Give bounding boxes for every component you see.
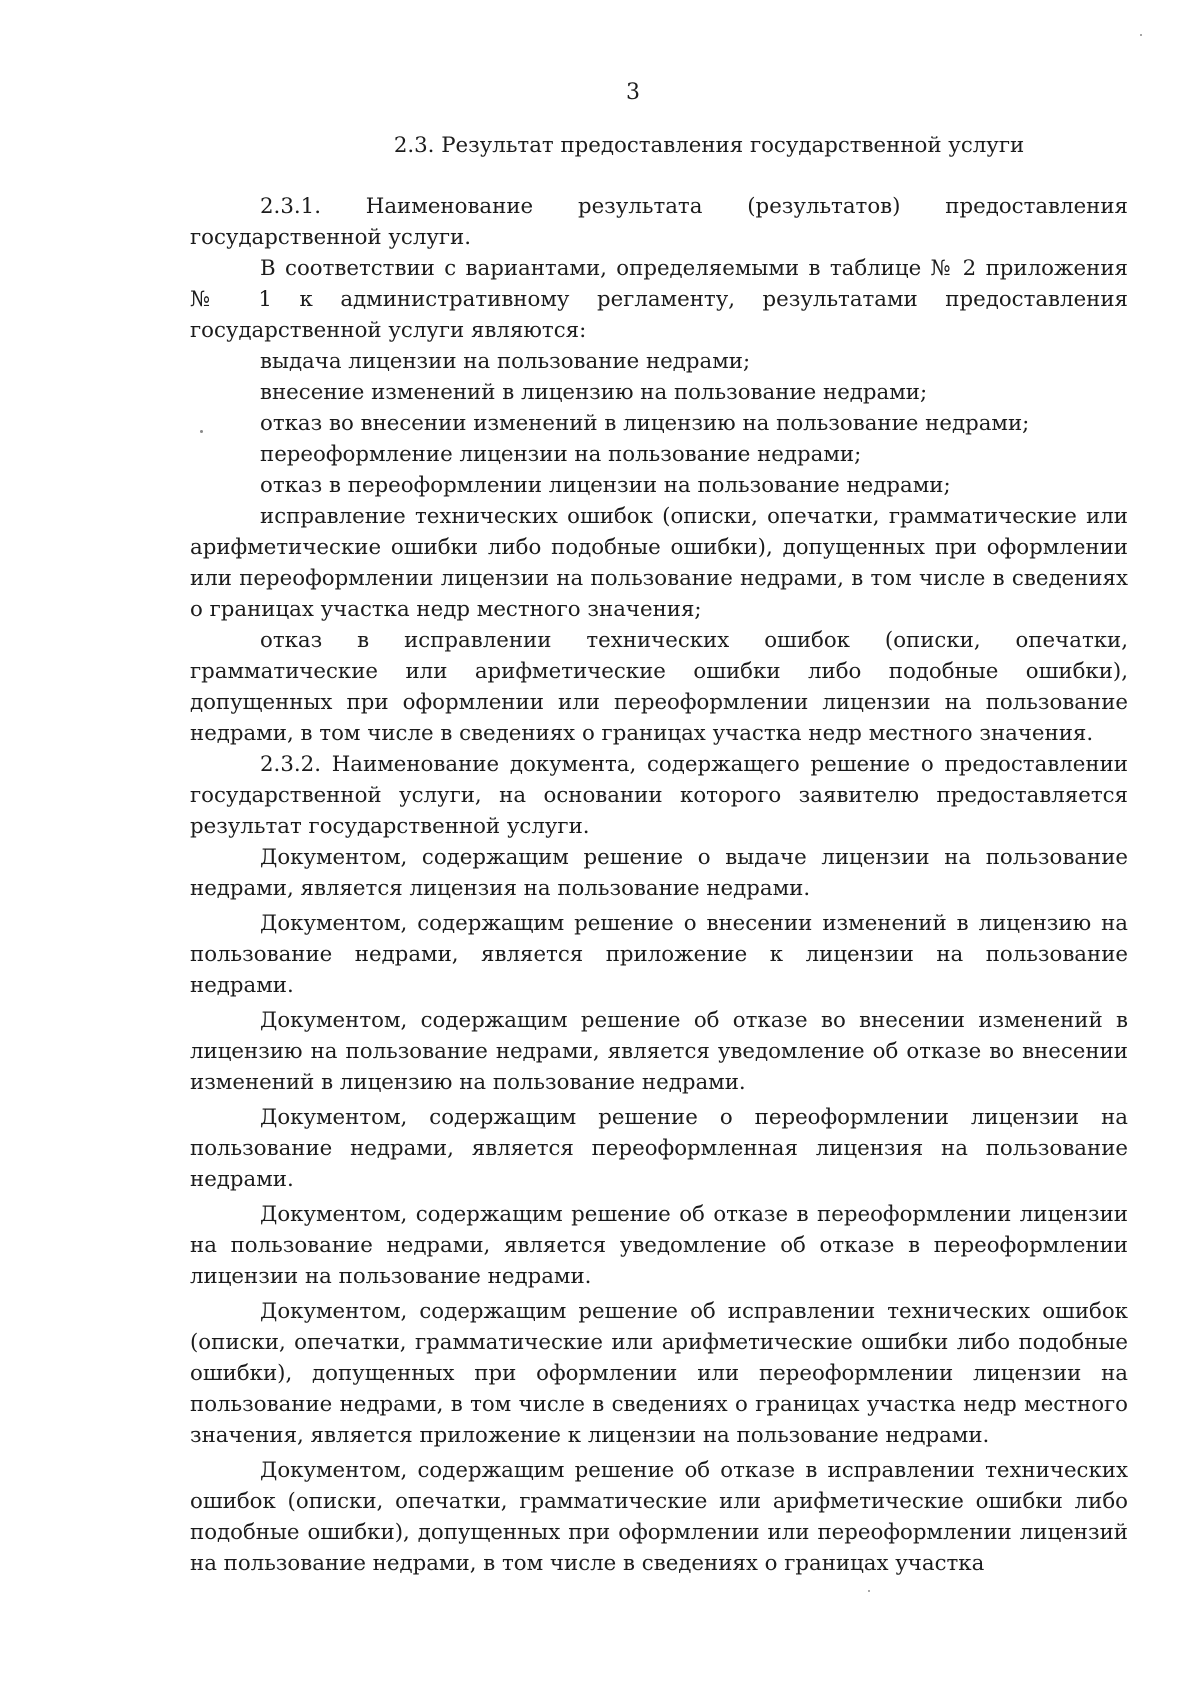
result-item-reissue-refusal: отказ в переоформлении лицензии на пользование недрами;: [260, 473, 951, 498]
section-title: 2.3. Результат предоставления государственной услуги: [393, 133, 1025, 158]
paragraph-2-3-1: 2.3.1. Наименование результата (результатов) предоставления государственной услуги.: [190, 194, 1128, 250]
paragraph-doc-reissue: Документом, содержащим решение о переоформлении лицензии на пользование недрами, является переоформленная лицензия на пользование недрами.: [190, 1105, 1128, 1192]
paragraph-doc-issue: Документом, содержащим решение о выдаче лицензии на пользование недрами, является лицензия на пользование недрами.: [190, 845, 1128, 901]
paragraph-doc-reissue-refusal: Документом, содержащим решение об отказе в переоформлении лицензии на пользование недрами, является уведомление об отказе в переоформлении лицензии на пользование недрами.: [190, 1202, 1128, 1289]
result-item-amend-refusal: отказ во внесении изменений в лицензию на пользование недрами;: [260, 411, 1030, 436]
page-number: 3: [626, 80, 640, 105]
result-item-issue: выдача лицензии на пользование недрами;: [260, 349, 751, 374]
paragraph-2-3-2: 2.3.2. Наименование документа, содержащего решение о предоставлении государственной услуги, на основании которого заявителю предоставляется результат государственной услуги.: [190, 752, 1128, 839]
result-item-reissue: переоформление лицензии на пользование недрами;: [260, 442, 862, 467]
scan-speck: [1140, 34, 1142, 36]
scan-speck: [200, 430, 203, 433]
result-item-correction-refusal: отказ в исправлении технических ошибок (описки, опечатки, грамматические или арифметические ошибки либо подобные ошибки), допущенных при оформлении или переоформлении лицензии на пользование недрами, в том числе в сведениях о границах участка недр местного значения.: [190, 628, 1128, 746]
paragraph-doc-correction: Документом, содержащим решение об исправлении технических ошибок (описки, опечатки, грамматические или арифметические ошибки либо подобные ошибки), допущенных при оформлении или переоформлении лицензии на пользование недрами, в том числе в сведениях о границах участка недр местного значения, является приложение к лицензии на пользование недрами.: [190, 1299, 1128, 1448]
paragraph-doc-amend: Документом, содержащим решение о внесении изменений в лицензию на пользование недрами, является приложение к лицензии на пользование недрами.: [190, 911, 1128, 998]
scan-speck: [868, 1590, 870, 1592]
result-item-amend: внесение изменений в лицензию на пользование недрами;: [260, 380, 928, 405]
document-body: [190, 130, 1128, 1579]
paragraph-results-intro: В соответствии с вариантами, определяемыми в таблице № 2 приложения № 1 к административному регламенту, результатами предоставления государственной услуги являются:: [190, 256, 1128, 343]
result-item-correction: исправление технических ошибок (описки, опечатки, грамматические или арифметические ошибки либо подобные ошибки), допущенных при оформлении или переоформлении лицензии на пользование недрами, в том числе в сведениях о границах участка недр местного значения;: [190, 504, 1128, 622]
paragraph-doc-amend-refusal: Документом, содержащим решение об отказе во внесении изменений в лицензию на пользование недрами, является уведомление об отказе во внесении изменений в лицензию на пользование недрами.: [190, 1008, 1128, 1095]
paragraph-doc-correction-refusal: Документом, содержащим решение об отказе в исправлении технических ошибок (описки, опечатки, грамматические или арифметические ошибки либо подобные ошибки), допущенных при оформлении или переоформлении лицензий на пользование недрами, в том числе в сведениях о границах участка: [190, 1458, 1128, 1576]
